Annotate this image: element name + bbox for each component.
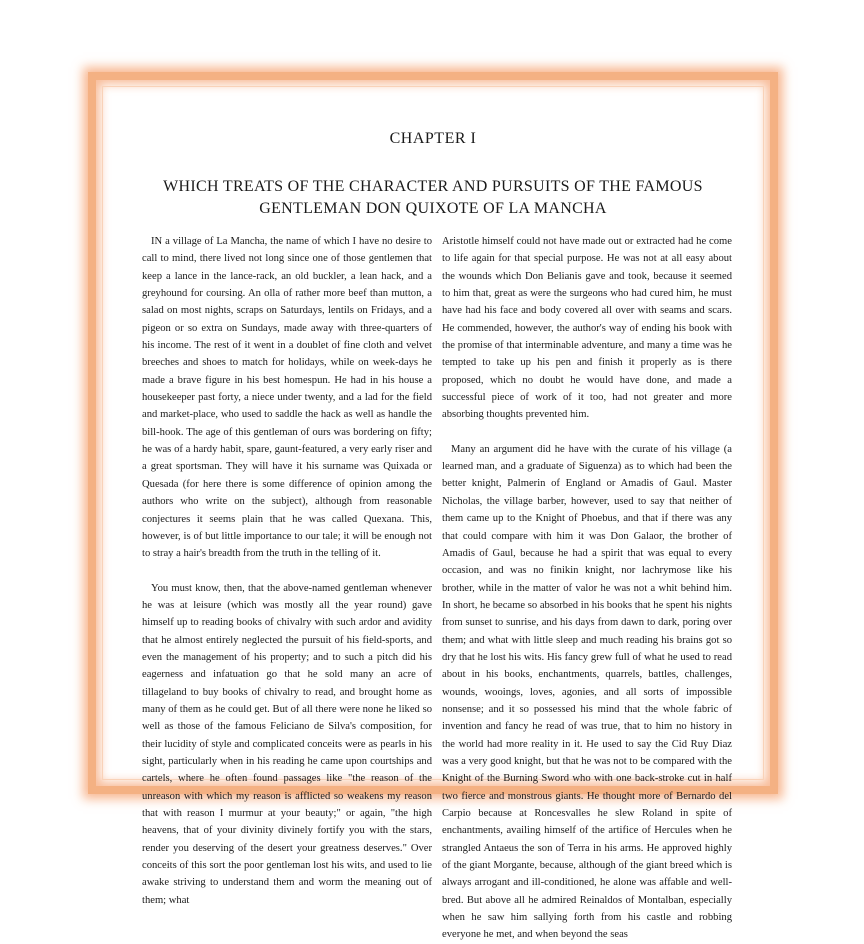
paragraph: You must know, then, that the above-named gentleman whenever he was at leisure (which was mostly all the year round) gave himself up to reading books of chivalry with such ardor and avidity that he almost entirely neglected the pursuit of his field-sports, and even the management of his property; and to such a pitch did his eagerness and infatuation go that he sold many an acre of tillageland to buy books of chivalry to read, and brought home as many of them as he could get. But of all there were none he liked so well as those of the famous Feliciano de Silva's composition, for their lucidity of style and complicated conceits were as pearls in his sight, particularly when in his reading he came upon courtships and cartels, where he often found passages like "the reason of the unreason with which my reason is afflicted so weakens my reason that with reason I murmur at your beauty;" or again, "the high heavens, that of your divinity divinely fortify you with the stars, render you deserving of the desert your greatness deserves." Over conceits of this sort the poor gentleman lost his wits, and used to lie awake striving to understand them and worm the meaning out of them; what <box>142 582 432 906</box>
paragraph: IN a village of La Mancha, the name of which I have no desire to call to mind, there lived not long since one of those gentlemen that keep a lance in the lance-rack, an old buckler, a lean hack, and a greyhound for coursing. An olla of rather more beef than mutton, a salad on most nights, scraps on Saturdays, lentils on Fridays, and a pigeon or so extra on Sundays, made away with three-quarters of his income. The rest of it went in a doublet of fine cloth and velvet breeches and shoes to match for holidays, while on week-days he made a brave figure in his best homespun. He had in his house a housekeeper past forty, a niece under twenty, and a lad for the field and market-place, who used to saddle the hack as well as handle the bill-hook. The age of this gentleman of ours was bordering on fifty; he was of a hardy habit, spare, gaunt-featured, a very early riser and a great sportsman. They will have it his surname was Quixada or Quesada (for here there is some difference of opinion among the authors who write on the subject), although from reasonable conjectures it seems plain that he was called Quexana. This, however, is of but little importance to our tale; it will be enough not to stray a hair's breadth from the truth in the telling of it. <box>142 236 432 560</box>
left-text-column <box>142 233 432 909</box>
page-border-frame <box>88 72 778 941</box>
subtitle-line-1: WHICH TREATS OF THE CHARACTER AND PURSUITS OF THE FAMOUS <box>163 178 703 195</box>
paragraph: Many an argument did he have with the curate of his village (a learned man, and a graduate of Siguenza) as to which had been the better knight, Palmerin of England or Amadis of Gaul. Master Nicholas, the village barber, however, used to say that neither of them came up to the Knight of Phoebus, and that if there was any that could compare with him it was Don Galaor, the brother of Amadis of Gaul, because he had a spirit that was equal to every occasion, and was no finikin knight, nor lachrymose like his brother, while in the matter of valor he was not a whit behind him. In short, he became so absorbed in his books that he spent his nights from sunset to sunrise, and his days from dawn to dark, poring over them; and what with little sleep and much reading his brains got so dry that he lost his wits. His fancy grew full of what he used to read about in his books, enchantments, quarrels, battles, challenges, wounds, wooings, loves, agonies, and all sorts of impossible nonsense; and it so possessed his mind that the whole fabric of invention and fancy he read of was true, that to him no history in the world had more reality in it. He used to say the Cid Ruy Diaz was a very good knight, but that he was not to be compared with the Knight of the Burning Sword who with one back-stroke cut in half two fierce and monstrous giants. He thought more of Bernardo del Carpio because at Roncesvalles he slew Roland in spite of enchantments, availing himself of the artifice of Hercules when he strangled Antaeus the son of Terra in his arms. He approved highly of the giant Morgante, because, although of the giant breed which is always arrogant and ill-conditioned, he alone was affable and well-bred. But above all he admired Reinaldos of Montalban, especially when he saw him sallying forth from his castle and robbing everyone he met, and when beyond the seas <box>442 443 732 941</box>
right-text-column <box>442 233 732 944</box>
chapter-subtitle <box>96 176 770 220</box>
subtitle-line-2: GENTLEMAN DON QUIXOTE OF LA MANCHA <box>259 200 607 217</box>
chapter-heading: CHAPTER I <box>389 130 477 147</box>
paragraph: Aristotle himself could not have made out or extracted had he come to life again for that special purpose. He was not at all easy about the wounds which Don Belianis gave and took, because it seemed to him that, great as were the surgeons who had cured him, he must have had his face and body covered all over with seams and scars. He commended, however, the author's way of ending his book with the promise of that interminable adventure, and many a time was he tempted to take up his pen and finish it properly as is there proposed, which no doubt he would have done, and made a successful piece of work of it too, had not greater and more absorbing thoughts prevented him. <box>442 236 732 421</box>
